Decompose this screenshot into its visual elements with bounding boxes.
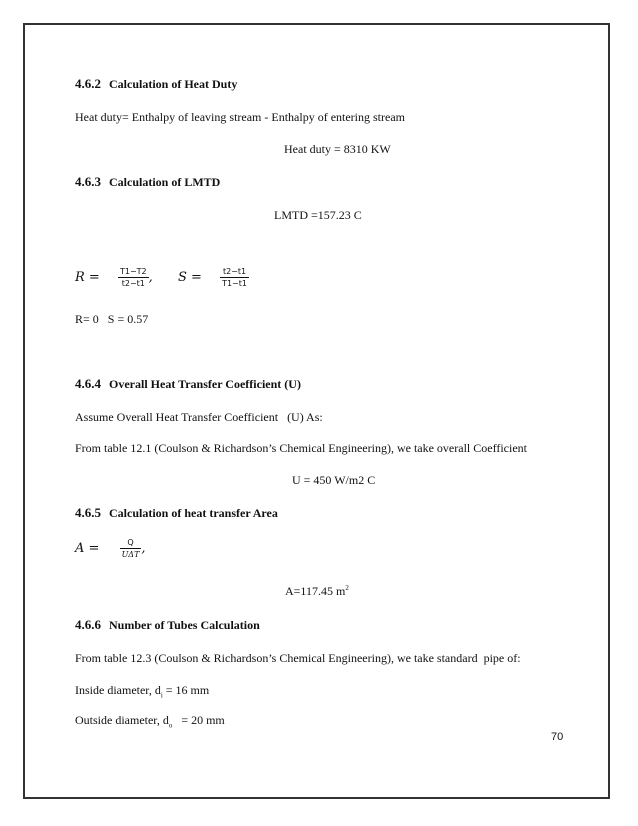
inside-diameter: [75, 683, 209, 699]
section-title: Overall Heat Transfer Coefficient (U): [109, 377, 301, 391]
section-title: Calculation of LMTD: [109, 175, 221, 189]
section-number: 4.6.6: [75, 617, 101, 632]
formula-a-lhs: A =: [75, 541, 100, 556]
area-value: [285, 584, 349, 599]
formula-r-denominator: t2−t1: [121, 279, 145, 288]
lmtd-value: LMTD =157.23 C: [274, 208, 362, 222]
formula-s: [178, 266, 249, 289]
area-value-text: A=117.45 m: [285, 584, 346, 598]
section-heading-4-6-3: [75, 174, 220, 190]
formula-a: [75, 537, 146, 560]
formula-s-fraction: [220, 266, 249, 289]
inside-diameter-subscript: i: [160, 691, 163, 700]
inside-diameter-value: = 16 mm: [162, 683, 210, 697]
formula-r-numerator: T1−T2: [119, 267, 147, 276]
formula-r-comma: ,: [148, 270, 153, 285]
section-title: Calculation of heat transfer Area: [109, 506, 278, 520]
section-heading-4-6-2: [75, 76, 237, 92]
formula-a-numerator: Q: [120, 537, 142, 549]
section-number: 4.6.4: [75, 376, 101, 391]
page-number: 70: [551, 731, 564, 743]
outside-diameter: [75, 713, 225, 729]
outside-diameter-value: = 20 mm: [172, 713, 225, 727]
formula-a-denominator: UΔT: [121, 550, 140, 559]
assume-u-text: Assume Overall Heat Transfer Coefficient (U) As:: [75, 410, 323, 424]
outside-diameter-subscript: o: [168, 721, 173, 730]
table-12-3-text: From table 12.3 (Coulson & Richardson’s Chemical Engineering), we take standard pipe of:: [75, 651, 521, 665]
outside-diameter-label: Outside diameter, d: [75, 713, 169, 727]
section-heading-4-6-4: [75, 376, 301, 392]
section-heading-4-6-6: [75, 617, 260, 633]
section-title: Number of Tubes Calculation: [109, 618, 260, 632]
section-number: 4.6.2: [75, 76, 101, 91]
formula-s-denominator: T1−t1: [222, 279, 247, 288]
formula-r: [75, 266, 153, 289]
formula-a-comma: ,: [141, 541, 146, 556]
section-title: Calculation of Heat Duty: [109, 77, 238, 91]
section-heading-4-6-5: [75, 505, 278, 521]
formula-s-numerator: t2−t1: [220, 266, 249, 278]
section-number: 4.6.3: [75, 174, 101, 189]
table-12-1-text: From table 12.1 (Coulson & Richardson’s Chemical Engineering), we take overall Coefficient: [75, 441, 528, 455]
formula-r-lhs: R =: [75, 270, 100, 285]
heat-duty-value: Heat duty = 8310 KW: [284, 142, 391, 156]
r-s-values: R= 0 S = 0.57: [75, 312, 149, 326]
u-value: U = 450 W/m2 C: [292, 473, 376, 487]
inside-diameter-label: Inside diameter, d: [75, 683, 161, 697]
formula-r-fraction: [118, 266, 149, 289]
heat-duty-definition: Heat duty= Enthalpy of leaving stream - Enthalpy of entering stream: [75, 110, 405, 124]
area-exponent: 2: [345, 584, 349, 592]
section-number: 4.6.5: [75, 505, 101, 520]
formula-s-lhs: S =: [178, 270, 202, 285]
formula-a-fraction: [120, 537, 142, 560]
